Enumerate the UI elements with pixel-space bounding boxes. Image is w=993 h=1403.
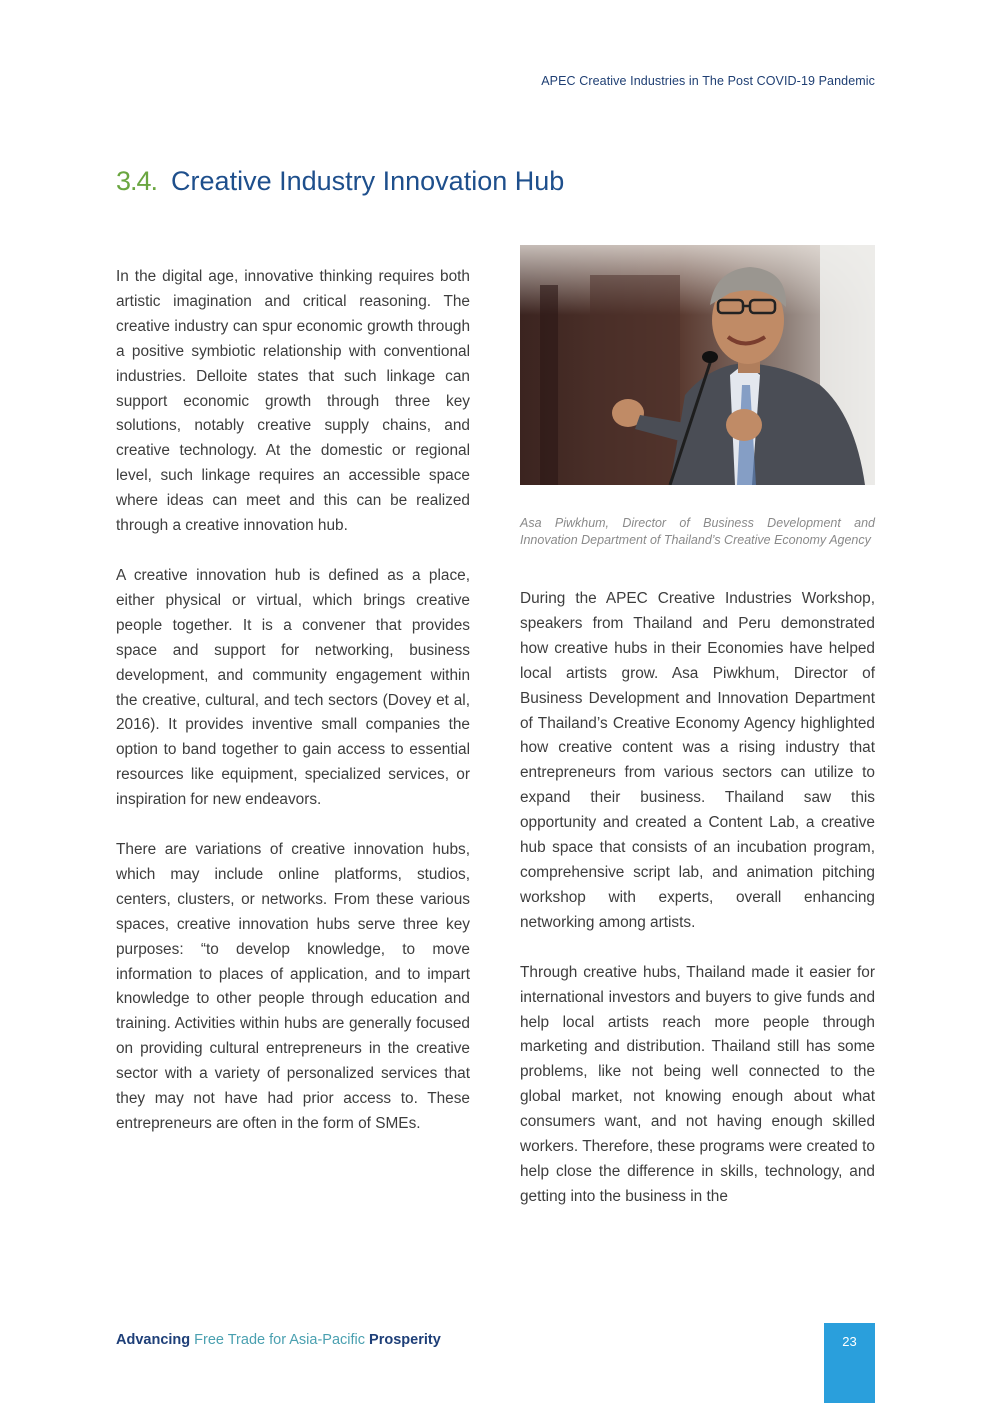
tagline-middle: Free Trade for Asia-Pacific [190, 1332, 370, 1348]
left-column [116, 265, 470, 1162]
right-paragraph-2: Through creative hubs, Thailand made it easier for international investors and buyers to give funds and help local artists reach more people through marketing and distribution. Thailand still has some problems, like not being well connected to the global market, not knowing enough about what consumers want, and not having enough skilled workers. Therefore, these programs were created to help close the difference in skills, technology, and getting into the business in the [520, 963, 875, 1205]
tagline-prosperity: Prosperity [369, 1332, 441, 1348]
section-title-text: Creative Industry Innovation Hub [171, 166, 565, 196]
section-title [116, 166, 564, 197]
photo-caption: Asa Piwkhum, Director of Business Development and Innovation Department of Thailand’s Creative Economy Agency [520, 516, 875, 547]
tagline-advancing: Advancing [116, 1332, 191, 1348]
footer-tagline [116, 1332, 441, 1348]
right-paragraph-1: During the APEC Creative Industries Workshop, speakers from Thailand and Peru demonstrated how creative hubs in their Economies have helped local artists grow. Asa Piwkhum, Director of Business Development and Innovation Department of Thailand’s Creative Economy Agency highlighted how creative content was a rising industry that entrepreneurs from various sectors can utilize to expand their business. Thailand saw this opportunity and created a Content Lab, a creative hub space that consists of an incubation program, comprehensive script lab, and animation pitching workshop with experts, overall enhancing networking among artists. [520, 590, 875, 931]
left-paragraph-1: In the digital age, innovative thinking requires both artistic imagination and critical reasoning. The creative industry can spur economic growth through a positive symbiotic relationship with conventional industries. Delloite states that such linkage can support economic growth through three key solutions, notably creative supply chains, and creative technology. At the domestic or regional level, such linkage requires an accessible space where ideas can meet and this can be realized through a creative innovation hub. [116, 268, 470, 535]
left-paragraph-3: There are variations of creative innovation hubs, which may include online platforms, studios, centers, clusters, or networks. From these various spaces, creative innovation hubs serve three key purposes: “to develop knowledge, to move information to places of application, and to impart knowledge to other people through education and training. Activities within hubs are generally focused on providing cultural entrepreneurs in the creative sector with a variety of personalized services that they may not have had prior access to. These entrepreneurs are often in the form of SMEs. [116, 841, 470, 1132]
page-number: 23 [842, 1334, 857, 1349]
running-header: APEC Creative Industries in The Post COVID-19 Pandemic [541, 74, 875, 88]
section-number: 3.4. [116, 166, 158, 196]
speaker-photo [520, 245, 875, 485]
left-paragraph-2: A creative innovation hub is defined as a place, either physical or virtual, which brings creative people together. It is a convener that provides space and support for networking, business development, and community engagement within the creative, cultural, and tech sectors (Dovey et al, 2016). It provides inventive small companies the option to band together to gain access to essential resources like equipment, specialized services, or inspiration for new endeavors. [116, 566, 470, 809]
right-column [520, 587, 875, 1235]
speaker-photo-illustration [520, 245, 875, 485]
